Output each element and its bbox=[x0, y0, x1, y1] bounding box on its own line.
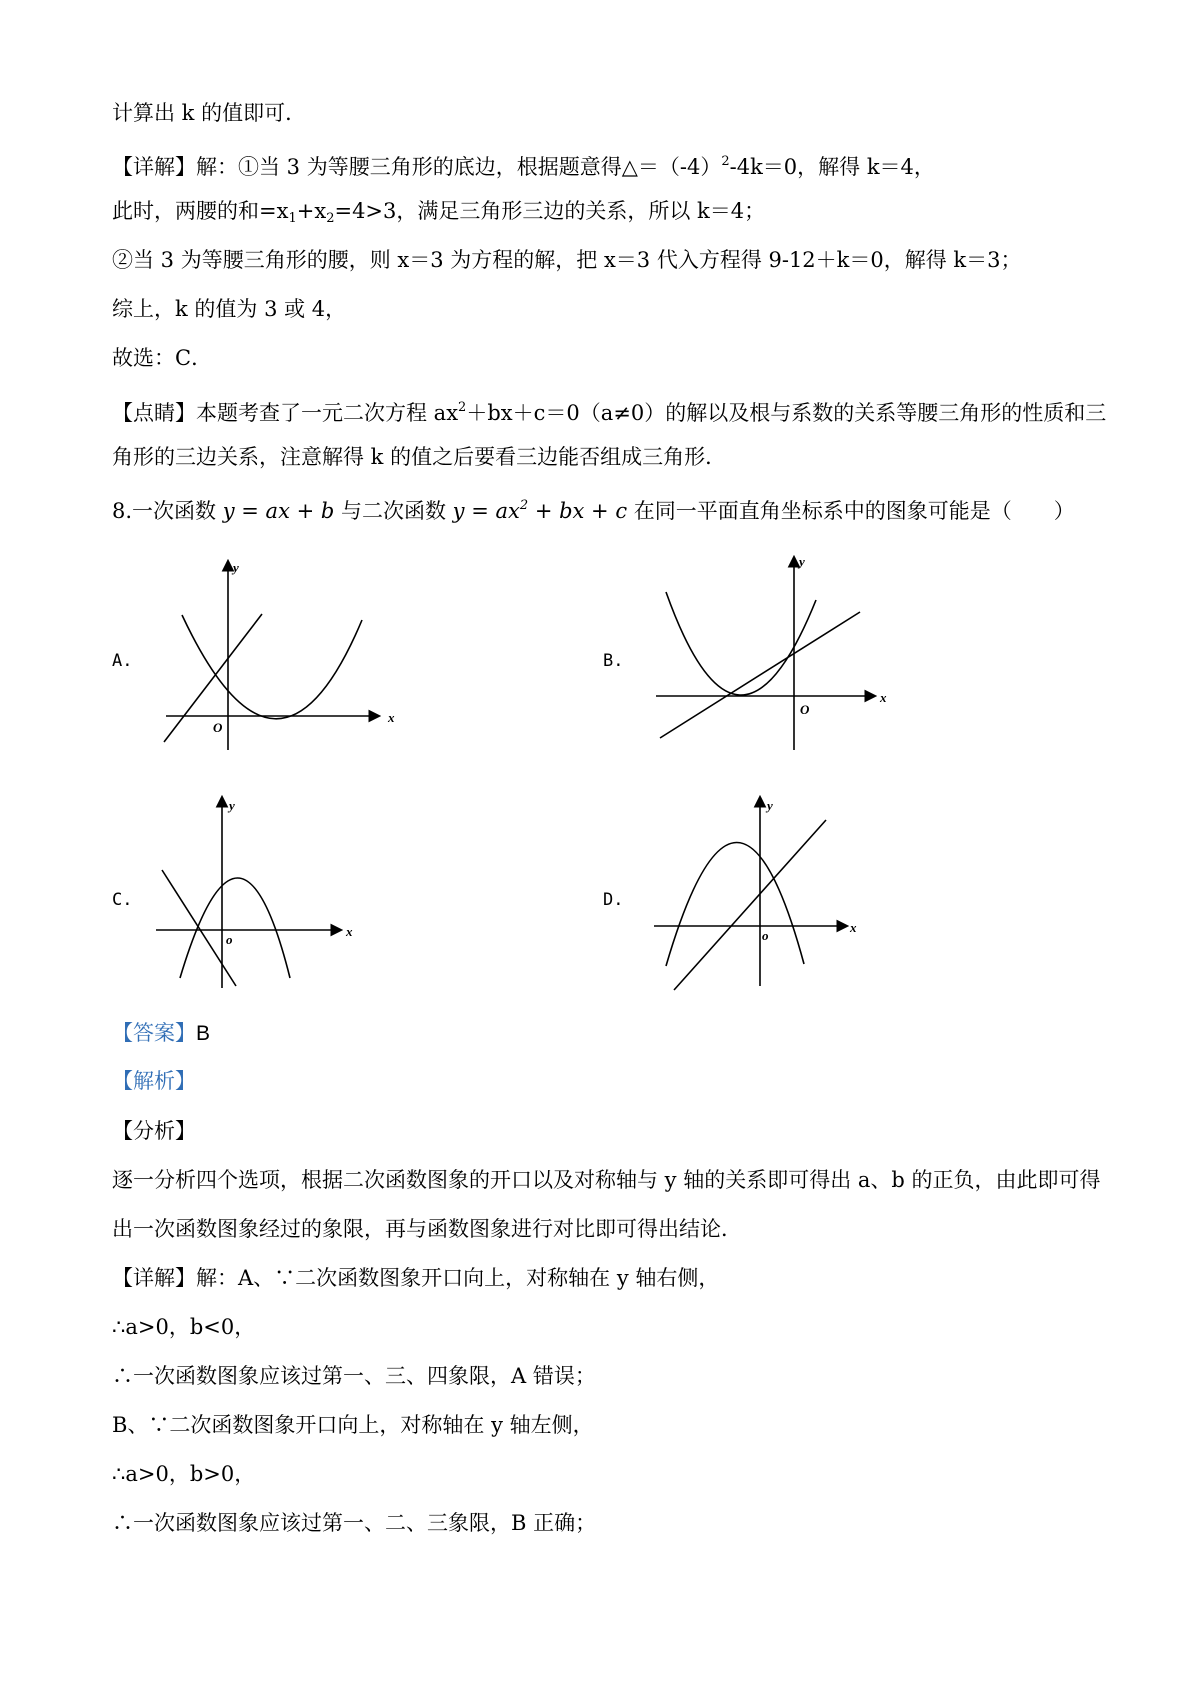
graph-d bbox=[650, 790, 890, 1000]
text-line: ∴一次函数图象应该过第一、二、三象限，B 正确； bbox=[112, 1511, 597, 1535]
text-line: 此时，两腰的和$=x_1+x_2=4>3$，满足三角形三边的关系，所以 k＝4； bbox=[112, 199, 766, 226]
text-line: 故选：C． bbox=[112, 346, 213, 370]
point-line: 【点睛】本题考查了一元二次方程 $ax^2+bx+c=0(a\ne 0)$的解以及根与系数的关系等腰三角形的性质和三 bbox=[112, 400, 1107, 425]
answer-line bbox=[112, 1018, 210, 1049]
option-d-label: D. bbox=[603, 890, 624, 910]
point-tag: 【点睛】 bbox=[112, 401, 196, 425]
parabola bbox=[182, 615, 362, 719]
detail2-line: 【详解】解：A、∵二次函数图象开口向上，对称轴在 y 轴右侧， bbox=[112, 1266, 720, 1290]
text-line: ∴a>0，b>0， bbox=[112, 1462, 256, 1486]
quadratic-formula: $y = ax^2$ + bx + c bbox=[452, 498, 628, 523]
y-label: y bbox=[799, 554, 805, 569]
text-line: 综上，k 的值为 3 或 4， bbox=[112, 297, 347, 321]
y-label: y bbox=[767, 798, 773, 813]
graph-c bbox=[150, 790, 390, 1000]
analysis-tag: 【解析】 bbox=[112, 1070, 196, 1093]
answer-value: B bbox=[196, 1022, 211, 1045]
text-line: ∴一次函数图象应该过第一、三、四象限，A 错误； bbox=[112, 1364, 596, 1388]
text-line: 计算出 k 的值即可． bbox=[112, 101, 307, 125]
graph-b bbox=[650, 550, 890, 760]
text-line: ②当 3 为等腰三角形的腰，则 x＝3 为方程的解，把 x＝3 代入方程得 9-12＋k＝0，解得 k＝3； bbox=[112, 248, 1022, 272]
origin-label: O bbox=[800, 702, 810, 717]
fenxi-tag: 【分析】 bbox=[112, 1119, 196, 1143]
detail2-tag: 【详解】 bbox=[112, 1266, 196, 1290]
y-label: y bbox=[233, 560, 239, 575]
y-label: y bbox=[229, 798, 235, 813]
question-8: 8.一次函数 y = ax + b 与二次函数 $y = ax^2$ + bx + c 在同一平面直角坐标系中的图象可能是（ ） bbox=[112, 498, 1075, 523]
parabola bbox=[180, 878, 290, 978]
text-line: 逐一分析四个选项，根据二次函数图象的开口以及对称轴与 y 轴的关系即可得出 a、b 的正负，由此即可得 bbox=[112, 1168, 1101, 1192]
origin-label: o bbox=[762, 928, 769, 943]
linear-formula: y = ax + b bbox=[222, 499, 335, 523]
line bbox=[162, 870, 236, 986]
origin-label: o bbox=[226, 932, 233, 947]
option-a-label: A. bbox=[112, 651, 133, 671]
text-line: ∴a>0，b<0， bbox=[112, 1315, 256, 1339]
x-label: x bbox=[388, 710, 395, 725]
origin-label: O bbox=[213, 720, 223, 735]
text-line: 出一次函数图象经过的象限，再与函数图象进行对比即可得出结论． bbox=[112, 1217, 742, 1241]
x-label: x bbox=[850, 920, 857, 935]
x-label: x bbox=[880, 690, 887, 705]
line bbox=[660, 612, 860, 738]
line bbox=[674, 820, 826, 990]
detail-tag: 【详解】 bbox=[112, 155, 196, 179]
detail-line: 【详解】解：①当 3 为等腰三角形的底边，根据题意得$\triangle=(-4)^2-4k=0$，解得 k＝4， bbox=[112, 154, 935, 179]
text-line: 角形的三边关系，注意解得 k 的值之后要看三边能否组成三角形． bbox=[112, 445, 727, 469]
graph-a bbox=[160, 550, 400, 760]
text-line: B、∵二次函数图象开口向上，对称轴在 y 轴左侧， bbox=[112, 1413, 594, 1437]
option-b-label: B. bbox=[603, 651, 624, 671]
option-c-label: C. bbox=[112, 890, 133, 910]
parabola bbox=[666, 842, 804, 966]
answer-tag: 【答案】 bbox=[112, 1022, 196, 1045]
x-label: x bbox=[346, 924, 353, 939]
